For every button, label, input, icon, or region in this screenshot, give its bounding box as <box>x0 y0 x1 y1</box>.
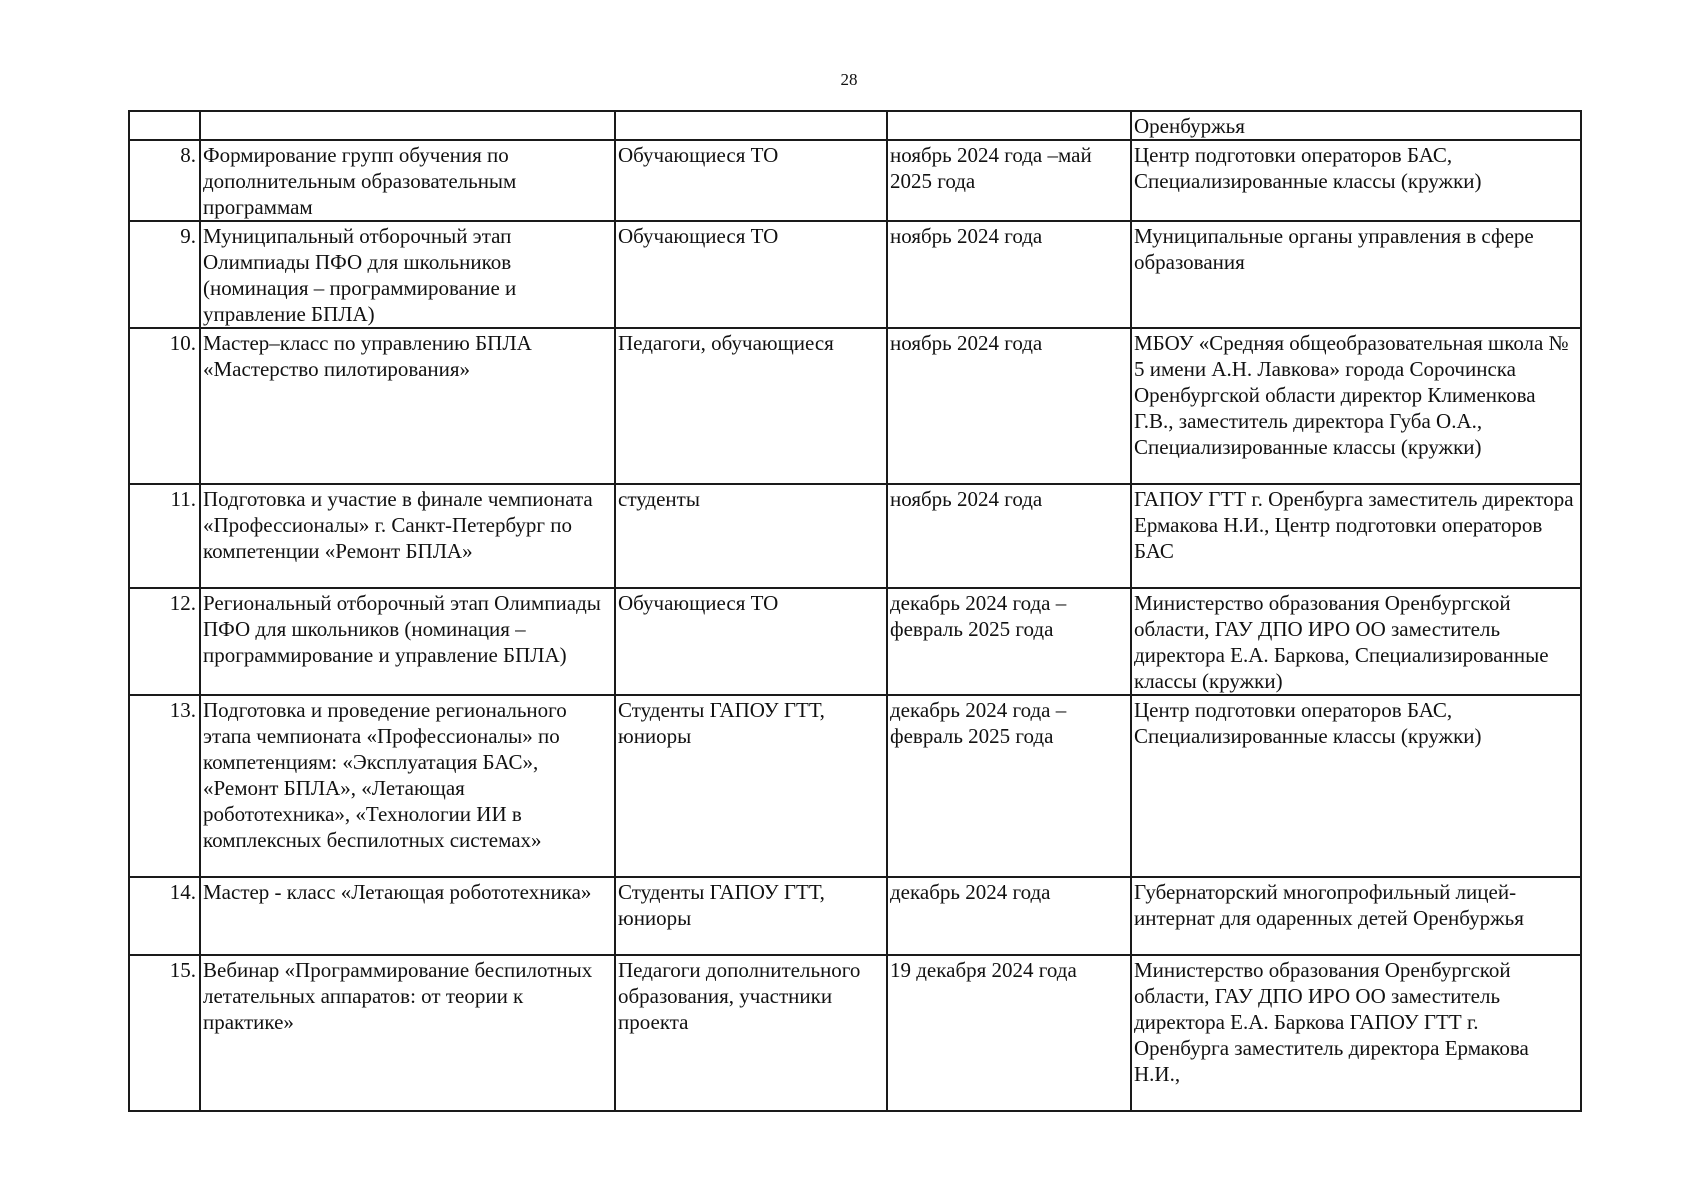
events-table <box>128 110 1582 1112</box>
event-name <box>200 111 615 140</box>
event-date: ноябрь 2024 года <box>887 328 1131 484</box>
event-name: Мастер–класс по управлению БПЛА «Мастерство пилотирования» <box>200 328 615 484</box>
responsible: Губернаторский многопрофильный лицей-интернат для одаренных детей Оренбуржья <box>1131 877 1581 955</box>
responsible: МБОУ «Средняя общеобразовательная школа № 5 имени А.Н. Лавкова» города Сорочинска Оренбургской области директор Клименкова Г.В., заместитель директора Губа О.А., Специализированные классы (кружки) <box>1131 328 1581 484</box>
responsible: Министерство образования Оренбургской области, ГАУ ДПО ИРО ОО заместитель директора Е.А. Баркова ГАПОУ ГТТ г. Оренбурга заместитель директора Ермакова Н.И., <box>1131 955 1581 1111</box>
event-date: ноябрь 2024 года <box>887 221 1131 328</box>
event-date: декабрь 2024 года – февраль 2025 года <box>887 588 1131 695</box>
event-date: декабрь 2024 года <box>887 877 1131 955</box>
table-row <box>129 877 1581 955</box>
responsible: Оренбуржья <box>1131 111 1581 140</box>
participants: Обучающиеся ТО <box>615 588 887 695</box>
responsible: Центр подготовки операторов БАС, Специализированные классы (кружки) <box>1131 140 1581 221</box>
participants: Обучающиеся ТО <box>615 140 887 221</box>
responsible: ГАПОУ ГТТ г. Оренбурга заместитель директора Ермакова Н.И., Центр подготовки операторов БАС <box>1131 484 1581 588</box>
participants: Педагоги, обучающиеся <box>615 328 887 484</box>
event-name: Вебинар «Программирование беспилотных летательных аппаратов: от теории к практике» <box>200 955 615 1111</box>
row-number: 14. <box>129 877 200 955</box>
participants: студенты <box>615 484 887 588</box>
event-name: Региональный отборочный этап Олимпиады ПФО для школьников (номинация – программирование и управление БПЛА) <box>200 588 615 695</box>
row-number <box>129 111 200 140</box>
row-number: 15. <box>129 955 200 1111</box>
event-name: Подготовка и проведение регионального этапа чемпионата «Профессионалы» по компетенциям: «Эксплуатация БАС», «Ремонт БПЛА», «Летающая робототехника», «Технологии ИИ в комплексных беспилотных системах» <box>200 695 615 877</box>
participants: Обучающиеся ТО <box>615 221 887 328</box>
event-name: Мастер - класс «Летающая робототехника» <box>200 877 615 955</box>
event-date <box>887 111 1131 140</box>
table-row <box>129 955 1581 1111</box>
participants: Студенты ГАПОУ ГТТ, юниоры <box>615 877 887 955</box>
table-row <box>129 328 1581 484</box>
table-row <box>129 140 1581 221</box>
participants <box>615 111 887 140</box>
row-number: 10. <box>129 328 200 484</box>
row-number: 8. <box>129 140 200 221</box>
row-number: 11. <box>129 484 200 588</box>
page-number: 28 <box>840 70 858 89</box>
responsible: Муниципальные органы управления в сфере образования <box>1131 221 1581 328</box>
table-row <box>129 588 1581 695</box>
table-row <box>129 484 1581 588</box>
event-date: ноябрь 2024 года <box>887 484 1131 588</box>
participants: Педагоги дополнительного образования, участники проекта <box>615 955 887 1111</box>
participants: Студенты ГАПОУ ГТТ, юниоры <box>615 695 887 877</box>
table-row <box>129 221 1581 328</box>
responsible: Центр подготовки операторов БАС, Специализированные классы (кружки) <box>1131 695 1581 877</box>
row-number: 12. <box>129 588 200 695</box>
event-name: Подготовка и участие в финале чемпионата «Профессионалы» г. Санкт-Петербург по компетенции «Ремонт БПЛА» <box>200 484 615 588</box>
event-date: 19 декабря 2024 года <box>887 955 1131 1111</box>
event-date: ноябрь 2024 года –май 2025 года <box>887 140 1131 221</box>
event-name: Формирование групп обучения по дополнительным образовательным программам <box>200 140 615 221</box>
responsible: Министерство образования Оренбургской области, ГАУ ДПО ИРО ОО заместитель директора Е.А. Баркова, Специализированные классы (кружки) <box>1131 588 1581 695</box>
row-number: 9. <box>129 221 200 328</box>
row-number: 13. <box>129 695 200 877</box>
table-row <box>129 111 1581 140</box>
event-date: декабрь 2024 года –февраль 2025 года <box>887 695 1131 877</box>
event-name: Муниципальный отборочный этап Олимпиады ПФО для школьников (номинация – программирование и управление БПЛА) <box>200 221 615 328</box>
table-row <box>129 695 1581 877</box>
